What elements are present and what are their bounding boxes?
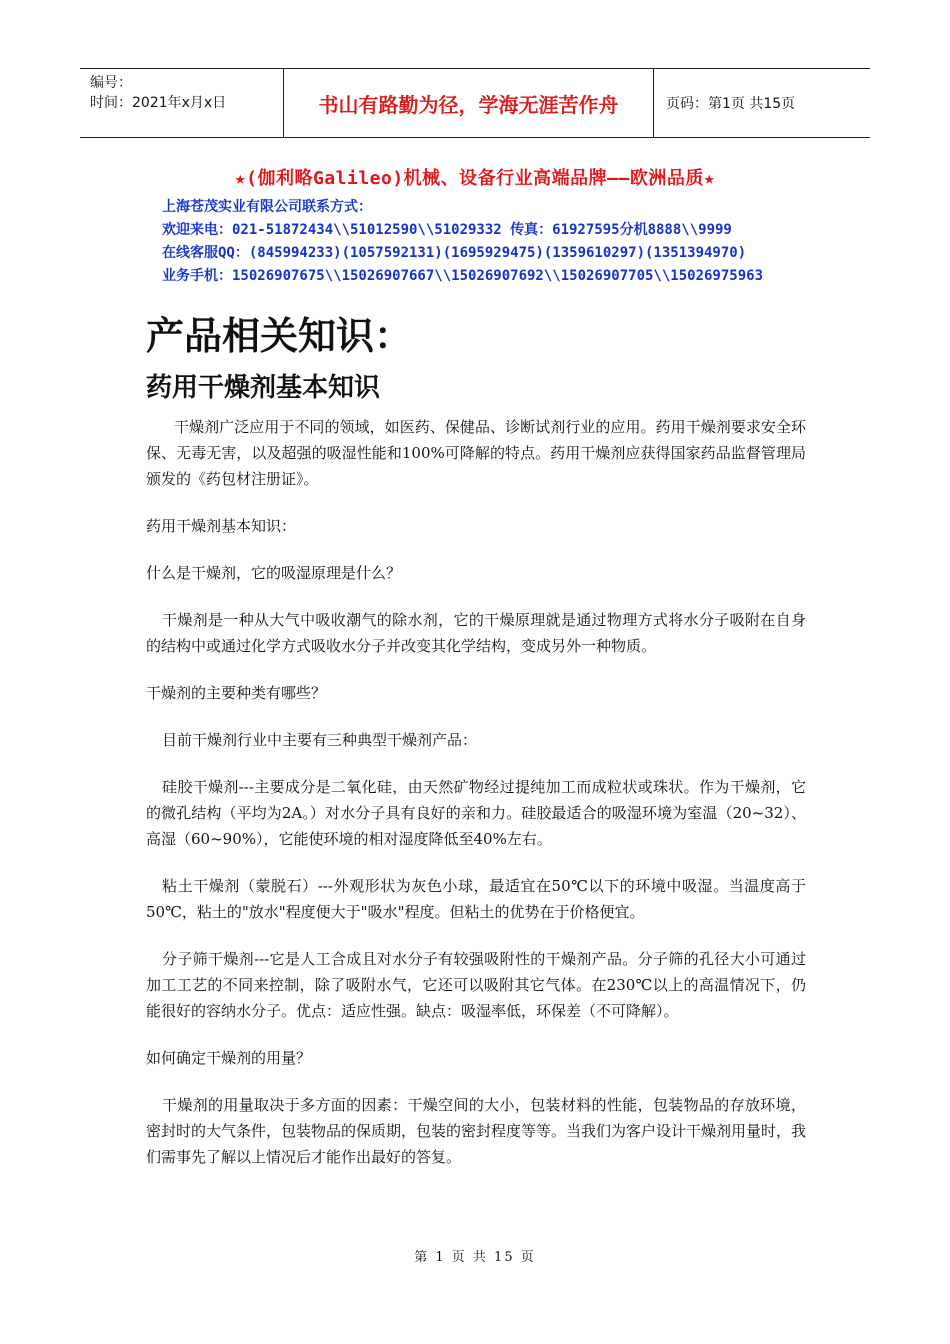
question: 如何确定干燥剂的用量？ — [146, 1049, 312, 1067]
advert-phone: 欢迎来电：021-51872434\\51012590\\51029332 传真：61927595分机8888\\9999 — [162, 222, 732, 238]
paragraph: 目前干燥剂行业中主要有三种典型干燥剂产品： — [162, 731, 478, 749]
time-label: 时间：2021年x月x日 — [90, 95, 227, 111]
code-label: 编号： — [90, 75, 132, 91]
advert-title: ★(伽利略Galileo)机械、设备行业高端品牌——欧洲品质★ — [234, 168, 716, 189]
header-meta — [80, 69, 283, 137]
paragraph: 硅胶干燥剂---主要成分是二氧化硅，由天然矿物经过提纯加工而成粒状或珠状。作为干燥剂，它的微孔结构（平均为2A。）对水分子具有良好的亲和力。硅胶最适合的吸湿环境为室温（20~32）、高湿（60~90%），它能使环境的相对湿度降低至40%左右。 — [146, 778, 806, 848]
paragraph: 干燥剂的用量取决于多方面的因素：干燥空间的大小，包装材料的性能，包装物品的存放环境，密封时的大气条件，包装物品的保质期，包装的密封程度等等。当我们为客户设计干燥剂用量时，我们需事先了解以上情况后才能作出最好的答复。 — [146, 1096, 807, 1166]
document-body — [146, 308, 806, 1191]
header-page-info: 页码：第1页 共15页 — [666, 96, 796, 112]
advert-qq: 在线客服QQ：(845994233)(1057592131)(1695929475)(1359610297)(1351394970) — [162, 245, 747, 261]
paragraph: 分子筛干燥剂---它是人工合成且对水分子有较强吸附性的干燥剂产品。分子筛的孔径大小可通过加工工艺的不同来控制，除了吸附水气，它还可以吸附其它气体。在230℃以上的高温情况下，仍能很好的容纳水分子。优点：适应性强。缺点：吸湿率低，环保差（不可降解）。 — [146, 950, 806, 1020]
header-motto: 书山有路勤为径，学海无涯苦作舟 — [283, 69, 654, 137]
advert-block — [0, 164, 950, 288]
paragraph: 药用干燥剂基本知识： — [146, 517, 297, 535]
question: 什么是干燥剂，它的吸湿原理是什么？ — [146, 564, 402, 582]
section-heading: 药用干燥剂基本知识 — [146, 373, 381, 403]
document-header — [80, 68, 870, 138]
advert-mobile: 业务手机：15026907675\\15026907667\\15026907692\\15026907705\\15026975963 — [162, 268, 764, 284]
advert-company: 上海苍茂实业有限公司联系方式： — [162, 199, 372, 215]
paragraph: 粘土干燥剂（蒙脱石）---外观形状为灰色小球，最适宜在50℃以下的环境中吸湿。当温度高于50℃，粘土的"放水"程度便大于"吸水"程度。但粘土的优势在于价格便宜。 — [146, 877, 806, 921]
question: 干燥剂的主要种类有哪些？ — [146, 684, 327, 702]
paragraph: 干燥剂广泛应用于不同的领域，如医药、保健品、诊断试剂行业的应用。药用干燥剂要求安全环保、无毒无害，以及超强的吸湿性能和100%可降解的特点。药用干燥剂应获得国家药品监督管理局颁发的《药包材注册证》。 — [146, 418, 806, 488]
paragraph: 干燥剂是一种从大气中吸收潮气的除水剂，它的干燥原理就是通过物理方式将水分子吸附在自身的结构中或通过化学方式吸收水分子并改变其化学结构，变成另外一种物质。 — [146, 611, 806, 655]
page-footer: 第 1 页 共 15 页 — [414, 1250, 536, 1265]
page-title: 产品相关知识： — [146, 313, 413, 358]
